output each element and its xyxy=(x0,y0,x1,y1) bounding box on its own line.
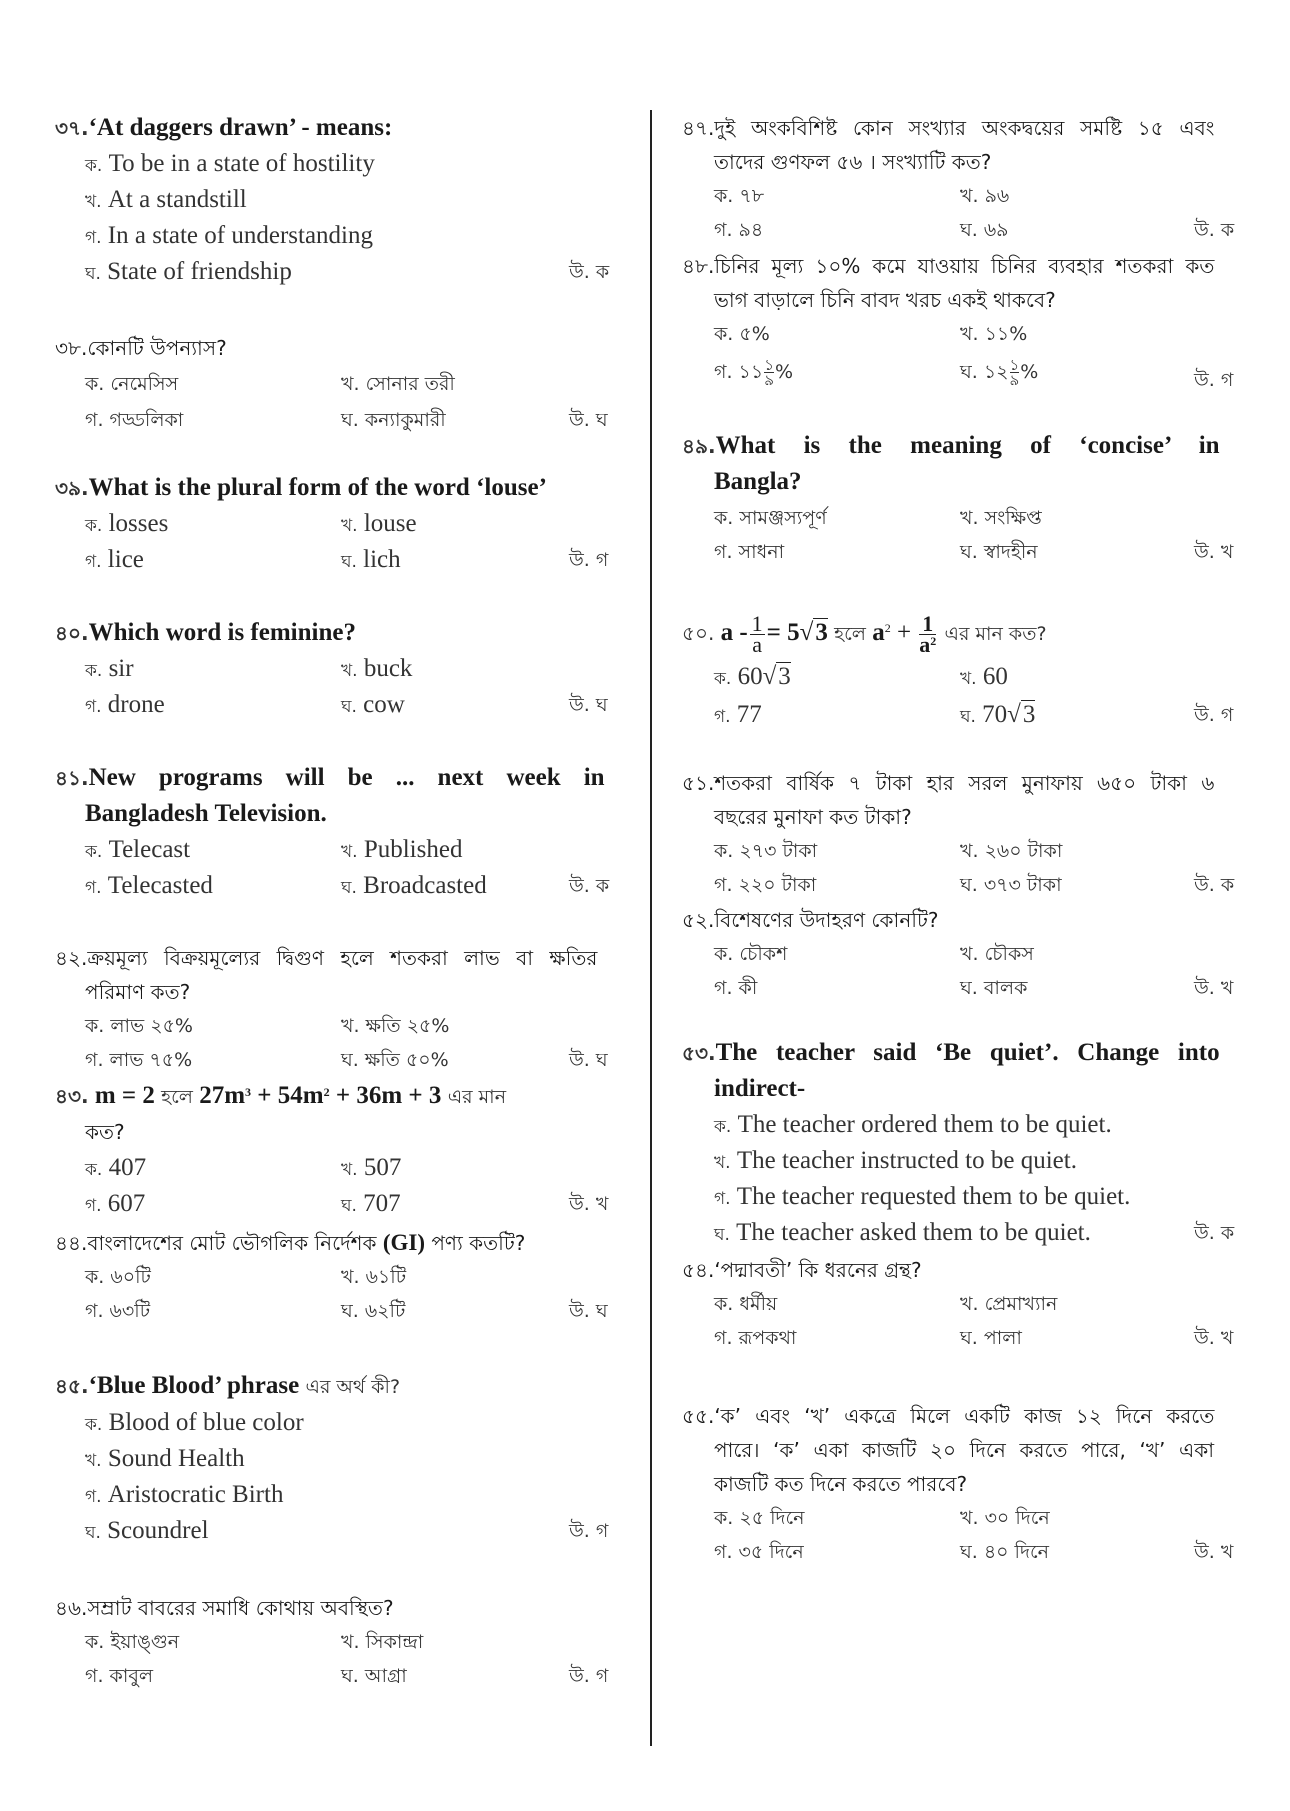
option-label: গ. xyxy=(714,541,733,563)
answer: উ. ক xyxy=(569,261,610,283)
question-54 xyxy=(682,1252,1242,1354)
option-gha[interactable]: আগ্রা xyxy=(364,1665,407,1687)
fraction-numerator: 1 xyxy=(751,610,763,636)
fraction-numerator: ১ xyxy=(764,356,774,374)
option-kha[interactable]: সংক্ষিপ্ত xyxy=(984,507,1042,529)
option-ga[interactable]: The teacher requested them to be quiet. xyxy=(736,1183,1131,1210)
question-text: Which word is feminine? xyxy=(88,619,356,646)
question-text-line-2: তাদের গুণফল ৫৬ । সংখ্যাটি কত? xyxy=(714,150,992,174)
option-label: ক. xyxy=(85,1266,105,1288)
answer: উ. ঘ xyxy=(569,1300,608,1322)
question-number: ৪৫. xyxy=(55,1374,89,1398)
expr-plus: + xyxy=(890,619,912,646)
option-label: ক. xyxy=(85,661,103,681)
option-gha[interactable] xyxy=(960,354,1038,390)
option-gha[interactable]: ঘ. 70√3 xyxy=(960,701,1036,728)
sqrt-radicand: 3 xyxy=(815,619,828,646)
option-ga[interactable]: drone xyxy=(107,691,165,718)
expr-term-3: + 36m + 3 xyxy=(329,1082,442,1109)
option-label: খ. xyxy=(960,185,979,207)
option-ka[interactable]: 407 xyxy=(108,1154,147,1181)
option-label: খ. xyxy=(341,1015,360,1037)
question-number: ৩৭. xyxy=(55,116,89,140)
option-ga[interactable]: ২২০ টাকা xyxy=(738,874,817,896)
question-text-line-1: ক্রয়মূল্য বিক্রয়মূল্যের দ্বিগুণ হলে শতকরা লাভ বা ক্ষতির xyxy=(87,946,598,970)
answer: উ. ক xyxy=(1194,1222,1235,1244)
expr-word-2: এর মান কত? xyxy=(944,623,1047,645)
option-ga[interactable]: Telecasted xyxy=(107,872,213,899)
option-gha[interactable]: State of friendship xyxy=(107,258,292,285)
option-label: ঘ. xyxy=(341,1300,359,1322)
option-kha[interactable]: The teacher instructed to be quiet. xyxy=(736,1147,1077,1174)
question-51 xyxy=(682,765,1242,901)
option-gha[interactable]: lich xyxy=(363,546,401,573)
option-label: ঘ. xyxy=(960,541,978,563)
question-number: ৪২. xyxy=(55,946,88,970)
question-text-line-1: New programs will be ... next week in xyxy=(88,764,605,791)
question-37 xyxy=(55,110,625,290)
question-text-line-2: Bangladesh Television. xyxy=(85,800,327,827)
option-label: ঘ. xyxy=(341,1665,359,1687)
option-label: গ. xyxy=(85,1049,104,1071)
question-38 xyxy=(55,330,625,438)
answer: উ. ঘ xyxy=(569,694,608,716)
option-label: গ. xyxy=(85,228,102,248)
option-label: খ. xyxy=(341,373,360,395)
option-ga[interactable]: Aristocratic Birth xyxy=(107,1481,284,1508)
option-value: 70 xyxy=(982,701,1008,728)
question-text: ‘At daggers drawn’ - means: xyxy=(88,114,393,141)
option-kha[interactable]: ১১% xyxy=(984,323,1028,345)
question-text-line-2: বছরের মুনাফা কত টাকা? xyxy=(714,805,912,829)
question-text-b: এর অর্থ কী? xyxy=(305,1376,401,1398)
question-text-line-1: What is the meaning of ‘concise’ in xyxy=(715,432,1220,459)
question-number: ৫২. xyxy=(682,908,715,932)
answer: উ. ক xyxy=(569,875,610,897)
answer: উ. ঘ xyxy=(569,409,608,431)
expr-sup-1: 3 xyxy=(245,1085,252,1099)
option-ka[interactable]: losses xyxy=(108,510,169,537)
option-label: ঘ. xyxy=(960,707,976,727)
option-label: ক. xyxy=(714,669,732,689)
option-ka[interactable]: চৌকশ xyxy=(739,943,788,965)
question-text-a: ‘Blue Blood’ phrase xyxy=(88,1372,300,1399)
question-text-a: বাংলাদেশের মোট ভৌগলিক নির্দেশক xyxy=(87,1231,377,1255)
option-ka[interactable]: ২৭৩ টাকা xyxy=(739,840,818,862)
question-text: কোনটি উপন্যাস? xyxy=(87,336,227,360)
option-label: খ. xyxy=(341,516,358,536)
option-label: ঘ. xyxy=(341,697,357,717)
option-label: ঘ. xyxy=(960,219,978,241)
option-label: খ. xyxy=(960,1507,979,1529)
option-ga[interactable]: 77 xyxy=(736,701,762,728)
option-label: খ. xyxy=(960,1293,979,1315)
question-number: ৪৮. xyxy=(682,254,715,278)
option-ka[interactable]: Telecast xyxy=(108,836,191,863)
answer: উ. খ xyxy=(1194,977,1234,999)
option-gha[interactable]: পালা xyxy=(983,1327,1022,1349)
option-ga[interactable]: রূপকথা xyxy=(738,1327,797,1349)
option-label: ক. xyxy=(714,1117,732,1137)
option-label: গ. xyxy=(85,878,102,898)
question-number: ৪০. xyxy=(55,621,89,645)
option-gha[interactable]: ৬২টি xyxy=(364,1300,406,1322)
option-label: ঘ. xyxy=(960,361,978,383)
option-label: গ. xyxy=(85,1665,104,1687)
option-label: গ. xyxy=(714,219,733,241)
answer: উ. খ xyxy=(1194,541,1234,563)
option-kha[interactable]: সোনার তরী xyxy=(365,373,455,395)
option-label: গ. xyxy=(714,707,731,727)
question-text-line-1: চিনির মূল্য ১০% কমে যাওয়ায় চিনির ব্যবহার শতকরা কত xyxy=(714,254,1215,278)
expr-a: a - xyxy=(720,619,748,646)
question-number: ৩৯. xyxy=(55,476,89,500)
option-label: ক. xyxy=(714,1293,734,1315)
question-number: ৪৭. xyxy=(682,116,715,140)
percent-sign: % xyxy=(774,361,794,383)
option-label: খ. xyxy=(85,1451,102,1471)
question-text-line-2: indirect- xyxy=(714,1075,806,1102)
fraction-whole: ১২ xyxy=(983,361,1009,383)
option-label: খ. xyxy=(960,323,979,345)
option-value: 60 xyxy=(737,663,763,690)
option-ka[interactable]: ২৫ দিনে xyxy=(739,1507,805,1529)
question-number: ৪৪. xyxy=(55,1231,88,1255)
expr-d: a xyxy=(872,619,885,646)
option-kha[interactable]: ২৬০ টাকা xyxy=(984,840,1063,862)
option-label: গ. xyxy=(85,552,102,572)
option-ga[interactable]: সাধনা xyxy=(738,541,785,563)
option-ga[interactable]: ৩৫ দিনে xyxy=(738,1541,804,1563)
expr-term-2: + 54m xyxy=(251,1082,324,1109)
option-label: ঘ. xyxy=(341,1196,357,1216)
question-50: ৫০. a - $\frac{1}{a}$ = 5√3 হলে $a^2$ + $\frac{1}{a^2}$ এর মান কত? ক. 60√3 খ. 60 গ. 77 ঘ. 70√3 উ. গ xyxy=(682,605,1242,735)
question-text-line-2: ভাগ বাড়ালে চিনি বাবদ খরচ একই থাকবে? xyxy=(714,288,1056,312)
option-kha[interactable]: ৩০ দিনে xyxy=(984,1507,1050,1529)
question-number: ৫৩. xyxy=(682,1041,716,1065)
option-gha[interactable]: কন্যাকুমারী xyxy=(364,409,446,431)
option-ga[interactable]: লাভ ৭৫% xyxy=(109,1049,193,1071)
option-label: ঘ. xyxy=(85,1523,101,1543)
option-label: গ. xyxy=(714,977,733,999)
option-ka[interactable]: ৭৮ xyxy=(739,185,765,207)
option-ga[interactable]: ৬৩টি xyxy=(109,1300,151,1322)
option-label: খ. xyxy=(960,943,979,965)
option-label: খ. xyxy=(714,1153,731,1173)
option-label: ঘ. xyxy=(960,874,978,896)
question-number: ৪১. xyxy=(55,766,89,790)
option-label: খ. xyxy=(341,842,358,862)
option-label: ক. xyxy=(85,1631,105,1653)
option-kha[interactable]: সিকান্দ্রা xyxy=(365,1631,424,1653)
option-label: খ. xyxy=(960,840,979,862)
fraction-denominator-sup: 2 xyxy=(930,633,937,648)
question-number: ৩৮. xyxy=(55,336,88,360)
option-label: ক. xyxy=(85,1415,103,1435)
option-ka[interactable]: লাভ ২৫% xyxy=(110,1015,193,1037)
option-label: ঘ. xyxy=(85,264,101,284)
fraction-denominator: a xyxy=(752,631,763,657)
column-divider xyxy=(650,110,652,1746)
option-label: গ. xyxy=(714,1189,731,1209)
expr-word: হলে xyxy=(834,623,866,645)
option-label: ক. xyxy=(714,840,734,862)
question-text-line-2: কত? xyxy=(85,1120,125,1144)
question-text-line-1: শতকরা বার্ষিক ৭ টাকা হার সরল মুনাফায় ৬৫০ টাকা ৬ xyxy=(714,771,1215,795)
question-45 xyxy=(55,1368,625,1549)
option-label: গ. xyxy=(714,1327,733,1349)
option-gha[interactable]: ৬৯ xyxy=(983,219,1009,241)
fraction-denominator: ৯ xyxy=(1009,371,1020,389)
option-gha[interactable]: ৩৭৩ টাকা xyxy=(983,874,1062,896)
expr-term-1: 27m xyxy=(199,1082,246,1109)
expr-sup-2: 2 xyxy=(323,1085,330,1099)
answer: উ. গ xyxy=(569,549,609,571)
question-number: ৫৫. xyxy=(682,1404,715,1428)
option-gha[interactable]: বালক xyxy=(983,977,1028,999)
option-ka[interactable]: Blood of blue color xyxy=(108,1409,304,1436)
option-label: ঘ. xyxy=(341,552,357,572)
option-label: গ. xyxy=(714,361,733,383)
option-label: ক. xyxy=(85,373,105,395)
question-44 xyxy=(55,1225,625,1327)
sqrt-radicand: 3 xyxy=(1022,701,1036,728)
option-ka[interactable]: নেমেসিস xyxy=(110,373,179,395)
answer: উ. গ xyxy=(569,1520,609,1542)
option-kha[interactable]: Sound Health xyxy=(107,1445,245,1472)
question-text: ‘পদ্মাবতী’ কি ধরনের গ্রন্থ? xyxy=(714,1258,922,1282)
option-ka[interactable]: sir xyxy=(108,655,134,682)
option-label: গ. xyxy=(85,409,104,431)
option-ga[interactable]: কী xyxy=(738,977,758,999)
option-label: ঘ. xyxy=(960,1541,978,1563)
option-label: গ. xyxy=(85,1196,102,1216)
expr-b: = 5 xyxy=(766,619,800,646)
option-ka[interactable]: ক. 60√3 xyxy=(714,663,791,690)
question-text: সম্রাট বাবরের সমাধি কোথায় অবস্থিত? xyxy=(87,1596,394,1620)
fraction-denominator: a xyxy=(919,631,931,657)
option-ka[interactable]: ৬০টি xyxy=(110,1266,151,1288)
question-53 xyxy=(682,1035,1242,1251)
option-kha[interactable]: ৬১টি xyxy=(365,1266,407,1288)
expr-sup: 2 xyxy=(884,621,891,635)
question-42 xyxy=(55,940,625,1076)
option-ka[interactable]: The teacher ordered them to be quiet. xyxy=(737,1111,1112,1138)
fraction-numerator: 1 xyxy=(919,614,936,635)
option-gha[interactable]: cow xyxy=(363,691,405,718)
option-label: গ. xyxy=(85,697,102,717)
question-48 xyxy=(682,248,1242,400)
option-label: ঘ. xyxy=(341,409,359,431)
option-ka[interactable]: ধর্মীয় xyxy=(739,1293,778,1315)
question-41 xyxy=(55,760,625,904)
option-ka[interactable]: ইয়াঙ্গুন xyxy=(110,1631,180,1653)
option-gha[interactable]: ক্ষতি ৫০% xyxy=(364,1049,449,1071)
option-label: ক. xyxy=(85,156,103,176)
option-label: খ. xyxy=(341,1631,360,1653)
option-gha[interactable]: Broadcasted xyxy=(363,872,487,899)
question-text: বিশেষণের উদাহরণ কোনটি? xyxy=(714,908,939,932)
option-label: ক. xyxy=(85,516,103,536)
option-kha[interactable]: 507 xyxy=(363,1154,402,1181)
option-label: খ. xyxy=(960,507,979,529)
answer: উ. গ xyxy=(1194,704,1234,726)
option-kha[interactable]: প্রেমাখ্যান xyxy=(984,1293,1058,1315)
option-gha[interactable]: স্বাদহীন xyxy=(983,541,1038,563)
option-label: ক. xyxy=(714,1507,734,1529)
percent-sign: % xyxy=(1020,361,1039,383)
option-label: ক. xyxy=(714,185,734,207)
option-kha[interactable]: 60 xyxy=(982,663,1008,690)
option-kha[interactable]: louse xyxy=(363,510,417,537)
question-46 xyxy=(55,1590,625,1692)
fraction-denominator: ৯ xyxy=(764,371,774,389)
question-40 xyxy=(55,615,625,723)
option-label: খ. xyxy=(341,661,358,681)
question-number: ৪৬. xyxy=(55,1596,88,1620)
option-label: ক. xyxy=(714,943,734,965)
option-ga[interactable] xyxy=(714,354,793,390)
option-label: খ. xyxy=(960,669,977,689)
option-label: ক. xyxy=(85,1015,105,1037)
option-kha[interactable]: At a standstill xyxy=(107,186,247,213)
answer: উ. ঘ xyxy=(569,1049,608,1071)
answer: উ. গ xyxy=(1194,369,1234,391)
question-49 xyxy=(682,428,1242,568)
expr-word-2: এর মান xyxy=(447,1086,507,1108)
option-kha[interactable]: চৌকস xyxy=(984,943,1034,965)
option-label: ঘ. xyxy=(960,977,978,999)
option-kha[interactable]: Published xyxy=(363,836,463,863)
answer: উ. খ xyxy=(1194,1541,1234,1563)
question-text-c: পণ্য কতটি? xyxy=(431,1231,526,1255)
option-label: গ. xyxy=(714,874,733,896)
option-ga[interactable]: গড্ডলিকা xyxy=(109,409,184,431)
option-kha[interactable]: buck xyxy=(363,655,413,682)
option-label: খ. xyxy=(341,1160,358,1180)
option-label: গ. xyxy=(85,1487,102,1507)
option-label: ক. xyxy=(714,507,734,529)
option-label: খ. xyxy=(341,1266,360,1288)
answer: উ. ক xyxy=(1194,219,1235,241)
question-55 xyxy=(682,1398,1242,1568)
option-label: ঘ. xyxy=(341,878,357,898)
option-ga[interactable]: In a state of understanding xyxy=(107,222,373,249)
option-gha[interactable]: The teacher asked them to be quiet. xyxy=(736,1219,1091,1246)
option-label: ঘ. xyxy=(341,1049,359,1071)
question-number: ৫১. xyxy=(682,771,715,795)
question-47 xyxy=(682,110,1242,246)
option-label: ক. xyxy=(714,323,734,345)
option-label: ঘ. xyxy=(714,1225,730,1245)
option-label: গ. xyxy=(714,1541,733,1563)
option-ka[interactable]: সামঞ্জস্যপূর্ণ xyxy=(739,507,827,529)
question-text-line-1: ‘ক’ এবং ‘খ’ একত্রে মিলে একটি কাজ ১২ দিনে করতে xyxy=(714,1404,1215,1428)
option-gha[interactable]: 707 xyxy=(363,1190,401,1217)
question-number: ৪৯. xyxy=(682,434,716,458)
option-label: ক. xyxy=(85,1160,103,1180)
question-52 xyxy=(682,902,1242,1004)
question-text-line-2: Bangla? xyxy=(714,468,802,495)
option-label: খ. xyxy=(85,192,102,212)
question-text-line-3: কাজটি কত দিনে করতে পারবে? xyxy=(714,1472,968,1496)
question-text-line-2: পারে। ‘ক’ একা কাজটি ২০ দিনে করতে পারে, ‘খ’ একা xyxy=(714,1438,1214,1462)
question-number: ৫৪. xyxy=(682,1258,715,1282)
question-43 xyxy=(55,1078,625,1222)
question-text-line-1: দুই অংকবিশিষ্ট কোন সংখ্যার অংকদ্বয়ের সমষ্টি ১৫ এবং xyxy=(714,116,1215,140)
sqrt-radicand: 3 xyxy=(778,663,791,690)
expr-m: m = 2 xyxy=(94,1082,155,1109)
question-text: What is the plural form of the word ‘louse’ xyxy=(88,474,547,501)
expr-word: হলে xyxy=(161,1086,193,1108)
option-ka[interactable]: To be in a state of hostility xyxy=(108,150,375,177)
option-ga[interactable]: 607 xyxy=(107,1190,146,1217)
option-kha[interactable]: ক্ষতি ২৫% xyxy=(365,1015,450,1037)
option-kha[interactable]: ৯৬ xyxy=(984,185,1010,207)
question-text-line-1: The teacher said ‘Be quiet’. Change into xyxy=(715,1039,1220,1066)
option-ga[interactable]: কাবুল xyxy=(109,1665,154,1687)
question-number: ৫০. xyxy=(682,621,715,645)
answer: উ. গ xyxy=(569,1665,609,1687)
answer: উ. ক xyxy=(1194,874,1235,896)
option-label: ক. xyxy=(85,842,103,862)
option-gha[interactable]: Scoundrel xyxy=(107,1517,209,1544)
fraction-whole: ১১ xyxy=(738,361,764,383)
answer: উ. খ xyxy=(569,1193,609,1215)
option-label: ঘ. xyxy=(960,1327,978,1349)
option-ga[interactable]: ৯৪ xyxy=(738,219,764,241)
question-39 xyxy=(55,470,625,578)
answer: উ. খ xyxy=(1194,1327,1234,1349)
option-label: গ. xyxy=(85,1300,104,1322)
question-text-line-2: পরিমাণ কত? xyxy=(85,980,191,1004)
option-gha[interactable]: ৪০ দিনে xyxy=(983,1541,1049,1563)
question-text-gi: (GI) xyxy=(382,1230,425,1255)
question-number: ৪৩. xyxy=(55,1084,89,1108)
fraction-numerator: ১ xyxy=(1009,356,1020,374)
option-ka[interactable]: ৫% xyxy=(739,323,770,345)
option-ga[interactable]: lice xyxy=(107,546,144,573)
